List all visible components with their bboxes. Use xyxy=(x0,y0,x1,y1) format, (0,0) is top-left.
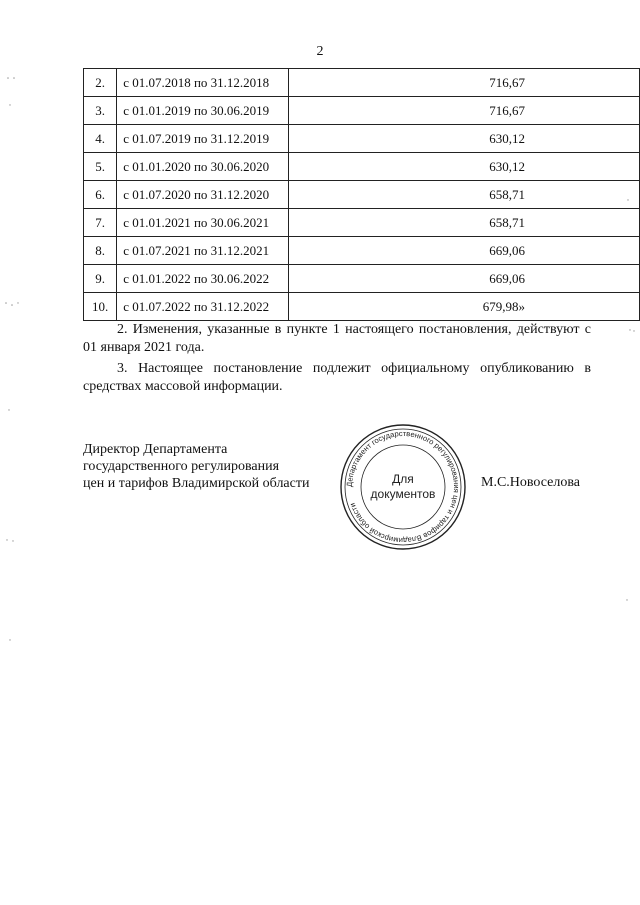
period-cell: с 01.01.2021 по 30.06.2021 xyxy=(117,209,289,237)
row-number-cell: 3. xyxy=(84,97,117,125)
signer-title-line: государственного регулирования xyxy=(83,459,280,474)
rate-value-cell: 630,12 xyxy=(288,153,639,181)
tariff-table xyxy=(83,68,640,321)
signer-title xyxy=(83,441,309,492)
signer-title-line: цен и тарифов Владимирской области xyxy=(83,476,310,491)
signer-name: М.С.Новоселова xyxy=(481,475,580,490)
paragraph-effective-date: 2. Изменения, указанные в пункте 1 настоящего постановления, действуют с 01 января 2021 года. xyxy=(83,322,591,355)
table-row xyxy=(84,153,640,181)
period-cell: с 01.01.2020 по 30.06.2020 xyxy=(117,153,289,181)
seal-center-text xyxy=(338,422,468,552)
row-number-cell: 8. xyxy=(84,237,117,265)
rate-value-cell: 630,12 xyxy=(288,125,639,153)
table-row xyxy=(84,69,640,97)
period-cell: с 01.07.2021 по 31.12.2021 xyxy=(117,237,289,265)
table-row xyxy=(84,125,640,153)
signer-title-line: Директор Департамента xyxy=(83,442,228,457)
table-row xyxy=(84,209,640,237)
table-row xyxy=(84,265,640,293)
row-number-cell: 10. xyxy=(84,293,117,321)
scan-edge-marks-left xyxy=(0,0,30,905)
row-number-cell: 9. xyxy=(84,265,117,293)
tariff-table-body xyxy=(84,69,640,321)
period-cell: с 01.01.2022 по 30.06.2022 xyxy=(117,265,289,293)
rate-value-cell: 658,71 xyxy=(288,209,639,237)
scan-edge-marks-right xyxy=(610,0,640,905)
table-row xyxy=(84,293,640,321)
seal-ring-text: Департамент государственного регулирования цен и тарифов Владимирской области xyxy=(344,428,462,546)
rate-value-cell: 658,71 xyxy=(288,181,639,209)
table-row xyxy=(84,181,640,209)
row-number-cell: 7. xyxy=(84,209,117,237)
rate-value-cell: 669,06 xyxy=(288,265,639,293)
row-number-cell: 4. xyxy=(84,125,117,153)
row-number-cell: 5. xyxy=(84,153,117,181)
official-seal xyxy=(338,422,468,552)
rate-value-cell: 679,98» xyxy=(288,293,639,321)
period-cell: с 01.07.2020 по 31.12.2020 xyxy=(117,181,289,209)
rate-value-cell: 669,06 xyxy=(288,237,639,265)
seal-center-line: Для xyxy=(392,472,414,486)
page-number: 2 xyxy=(316,44,324,59)
rate-value-cell: 716,67 xyxy=(288,97,639,125)
period-cell: с 01.07.2019 по 31.12.2019 xyxy=(117,125,289,153)
table-row xyxy=(84,97,640,125)
paragraph-publication: 3. Настоящее постановление подлежит официальному опубликованию в средствах массовой информации. xyxy=(83,361,591,394)
row-number-cell: 2. xyxy=(84,69,117,97)
rate-value-cell: 716,67 xyxy=(288,69,639,97)
period-cell: с 01.07.2022 по 31.12.2022 xyxy=(117,293,289,321)
period-cell: с 01.07.2018 по 31.12.2018 xyxy=(117,69,289,97)
seal-center-line: документов xyxy=(370,487,436,501)
row-number-cell: 6. xyxy=(84,181,117,209)
table-row xyxy=(84,237,640,265)
period-cell: с 01.01.2019 по 30.06.2019 xyxy=(117,97,289,125)
